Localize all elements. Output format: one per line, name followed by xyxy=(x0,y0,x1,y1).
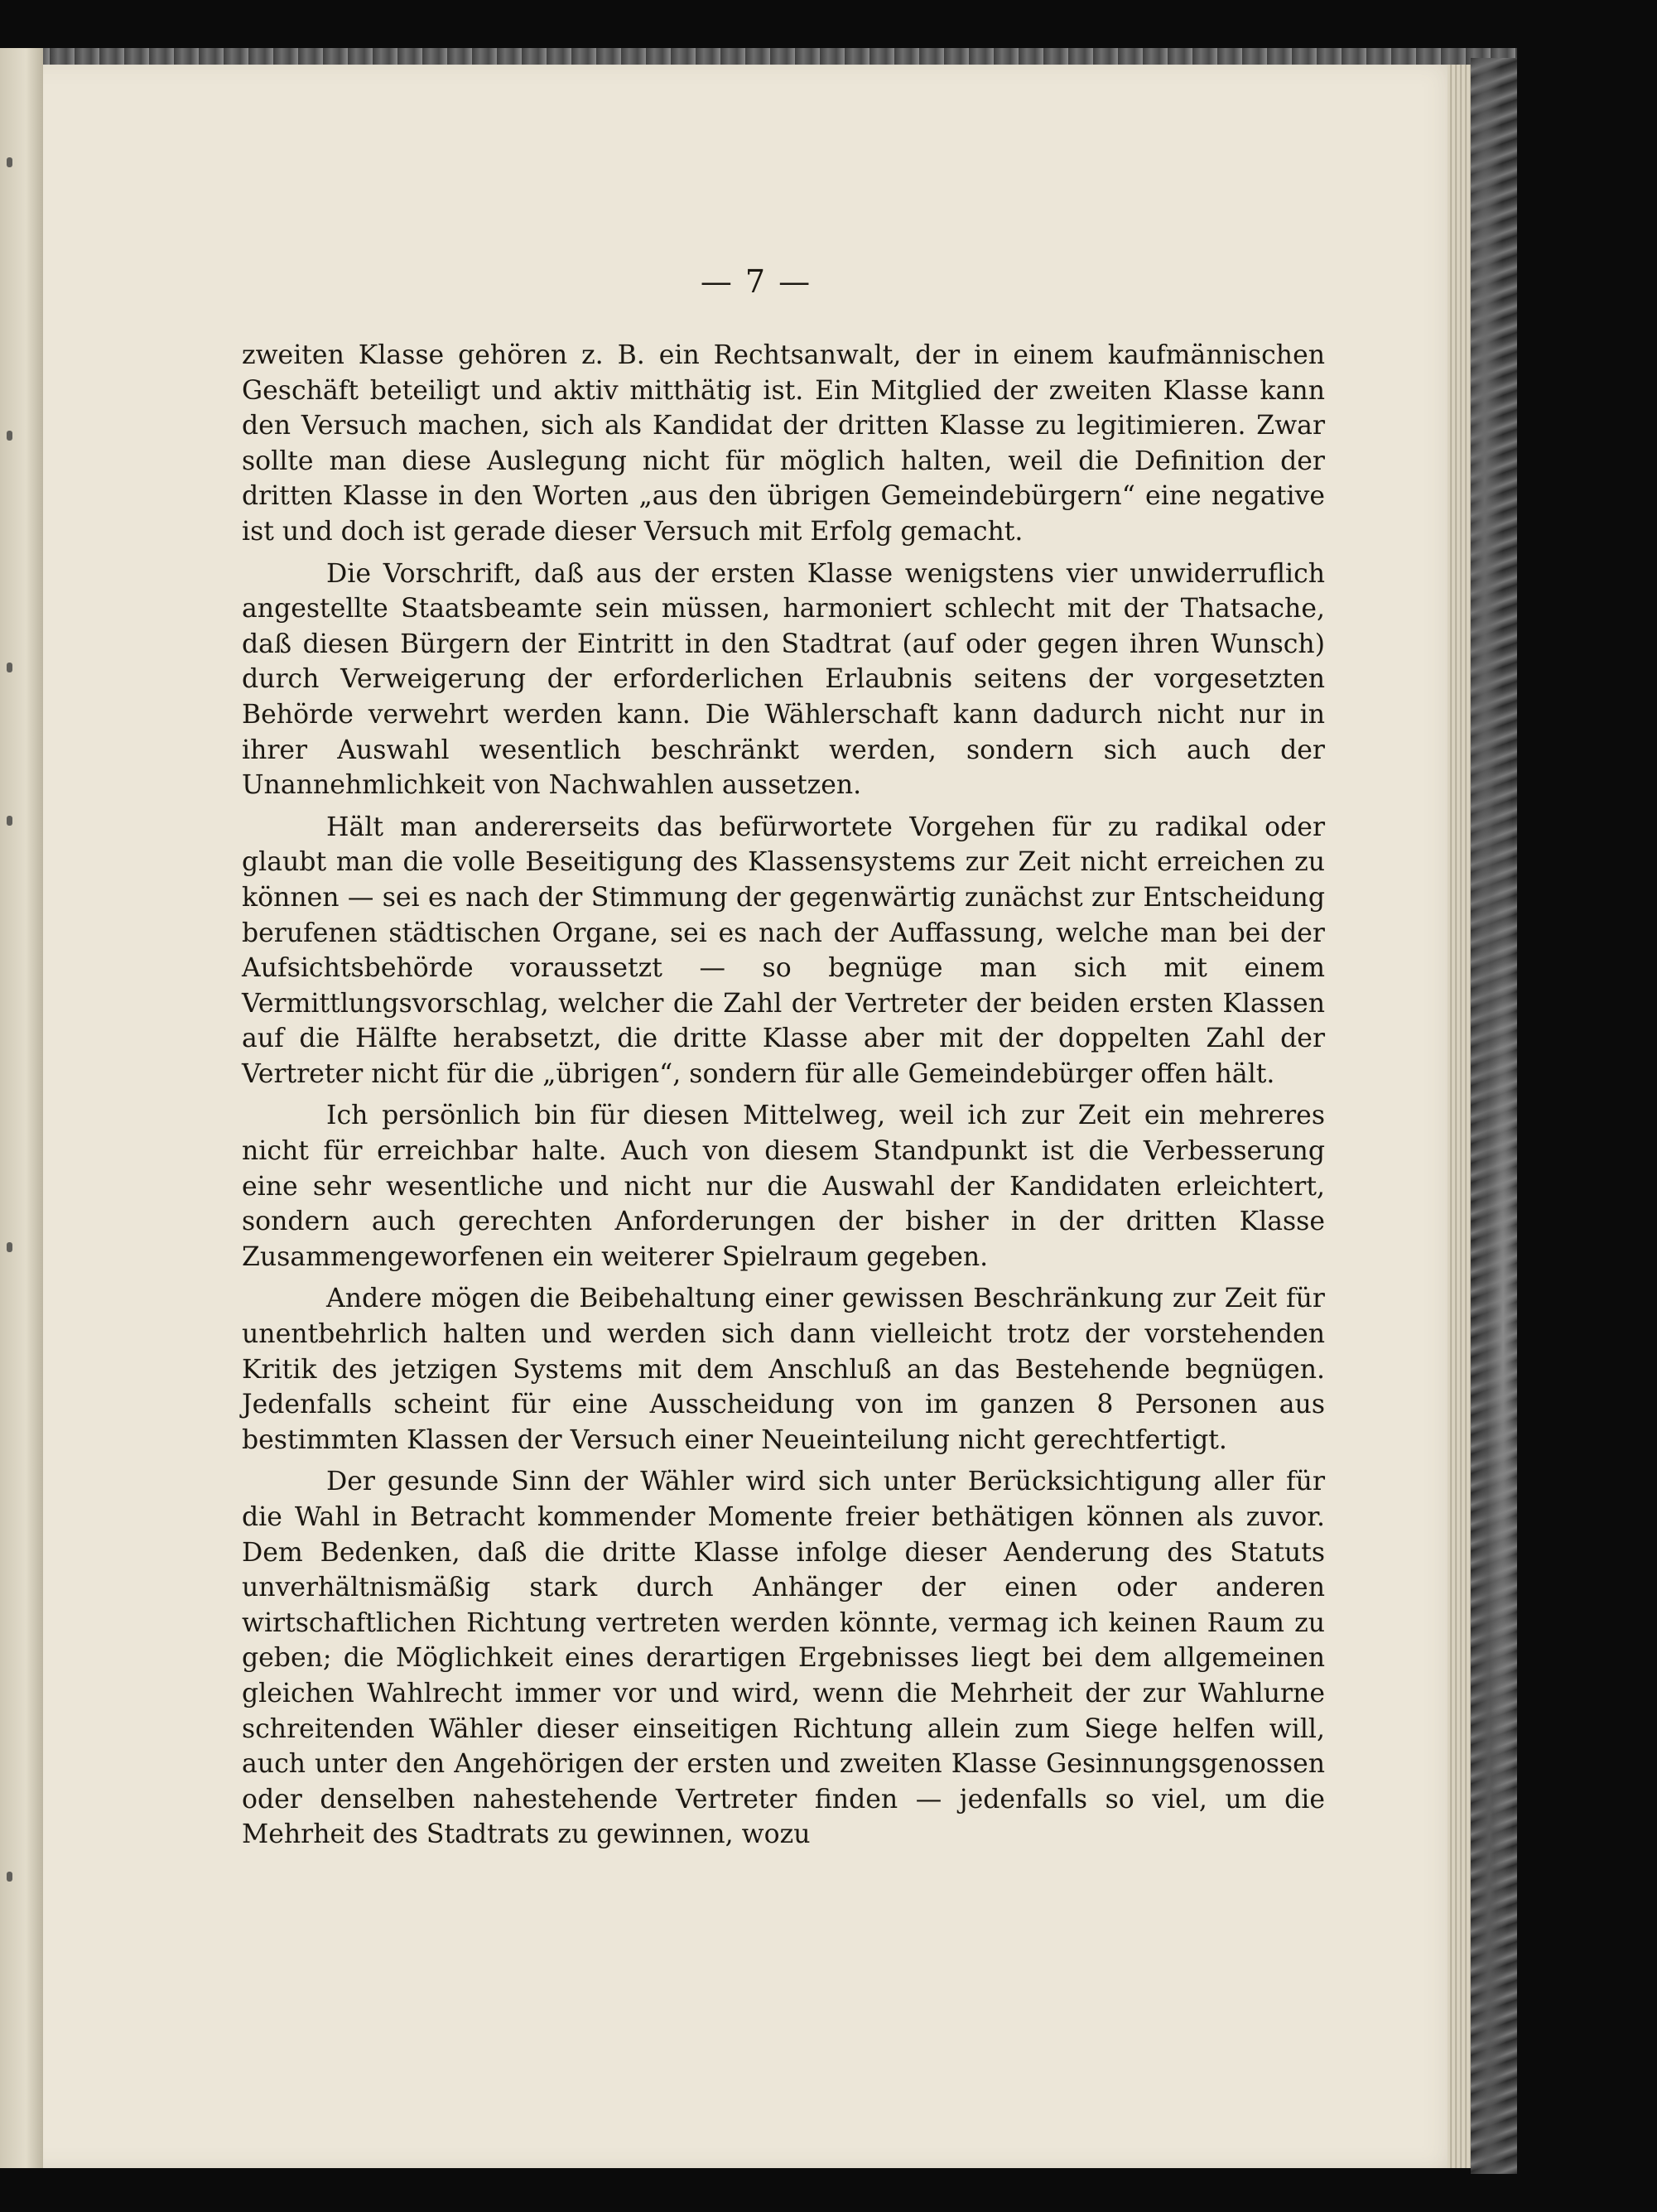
binding-mark xyxy=(7,431,12,441)
binding-mark xyxy=(7,663,12,672)
binding-mark xyxy=(7,1872,12,1882)
paragraph: zweiten Klasse gehören z. B. ein Rechtsanwalt, der in einem kaufmännischen Geschäft beteiligt und aktiv mitthätig ist. Ein Mitglied der zweiten Klasse kann den Versuch machen, sich als Kandidat der dritten Klasse zu legitimieren. Zwar sollte man diese Auslegung nicht für möglich halten, weil die Definition der dritten Klasse in den Worten „aus den übrigen Gemeindebürgern“ eine negative ist und doch ist gerade dieser Versuch mit Erfolg gemacht. xyxy=(242,340,1325,547)
page-stack-edge xyxy=(1447,65,1471,2168)
page-number: — 7 — xyxy=(700,263,812,300)
paragraph: Andere mögen die Beibehaltung einer gewissen Beschränkung zur Zeit für unentbehrlich halten und werden sich dann vielleicht trotz der vorstehenden Kritik des jetzigen Systems mit dem Anschluß an das Bestehende begnügen. Jedenfalls scheint für eine Ausscheidung von im ganzen 8 Personen aus bestimmten Klassen der Versuch einer Neueinteilung nicht gerechtfertigt. xyxy=(242,1284,1325,1455)
binding-mark xyxy=(7,1242,12,1252)
marbled-cover xyxy=(1471,58,1517,2174)
paragraph: Ich persönlich bin für diesen Mittelweg, weil ich zur Zeit ein mehreres nicht für erreichbar halte. Auch von diesem Standpunkt ist die Verbesserung eine sehr wesentliche und nicht nur die Auswahl der Kandidaten erleichtert, sondern auch gerechten Anforderungen der bisher in der dritten Klasse Zusammengeworfenen ein weiterer Spielraum gegeben. xyxy=(242,1101,1325,1272)
body-text xyxy=(242,338,1325,1859)
binding-mark xyxy=(7,157,12,167)
previous-page-edge xyxy=(0,48,43,2168)
paragraph: Der gesunde Sinn der Wähler wird sich unter Berücksichtigung aller für die Wahl in Betracht kommender Momente freier bethätigen können als zuvor. Dem Bedenken, daß die dritte Klasse infolge dieser Aenderung des Statuts unverhältnismäßig stark durch Anhänger der einen oder anderen wirtschaftlichen Richtung vertreten werden könnte, vermag ich keinen Raum zu geben; die Möglichkeit eines derartigen Ergebnisses liegt bei dem allgemeinen gleichen Wahlrecht immer vor und wird, wenn die Mehrheit der zur Wahlurne schreitenden Wähler dieser einseitigen Richtung allein zum Siege helfen will, auch unter den Angehörigen der ersten und zweiten Klasse Gesinnungsgenossen oder denselben nahestehende Vertreter finden — jedenfalls so viel, um die Mehrheit des Stadtrats zu gewinnen, wozu xyxy=(242,1467,1325,1850)
paragraph: Die Vorschrift, daß aus der ersten Klasse wenigstens vier unwiderruflich angestellte Staatsbeamte sein müssen, harmoniert schlecht mit der Thatsache, daß diesen Bürgern der Eintritt in den Stadtrat (auf oder gegen ihren Wunsch) durch Verweigerung der erforderlichen Erlaubnis seitens der vorgesetzten Behörde verwehrt werden kann. Die Wählerschaft kann dadurch nicht nur in ihrer Auswahl wesentlich beschränkt werden, sondern sich auch der Unannehmlichkeit von Nachwahlen aussetzen. xyxy=(242,558,1325,801)
book-page xyxy=(43,65,1469,2168)
binding-mark xyxy=(7,816,12,826)
paragraph: Hält man andererseits das befürwortete Vorgehen für zu radikal oder glaubt man die volle Beseitigung des Klassensystems zur Zeit nicht erreichen zu können — sei es nach der Stimmung der gegenwärtig zunächst zur Entscheidung berufenen städtischen Organe, sei es nach der Auffassung, welche man bei der Aufsichtsbehörde voraussetzt — so begnüge man sich mit einem Vermittlungsvorschlag, welcher die Zahl der Vertreter der beiden ersten Klassen auf die Hälfte herabsetzt, die dritte Klasse aber mit der doppelten Zahl der Vertreter nicht für die „übrigen“, sondern für alle Gemeindebürger offen hält. xyxy=(242,812,1325,1089)
